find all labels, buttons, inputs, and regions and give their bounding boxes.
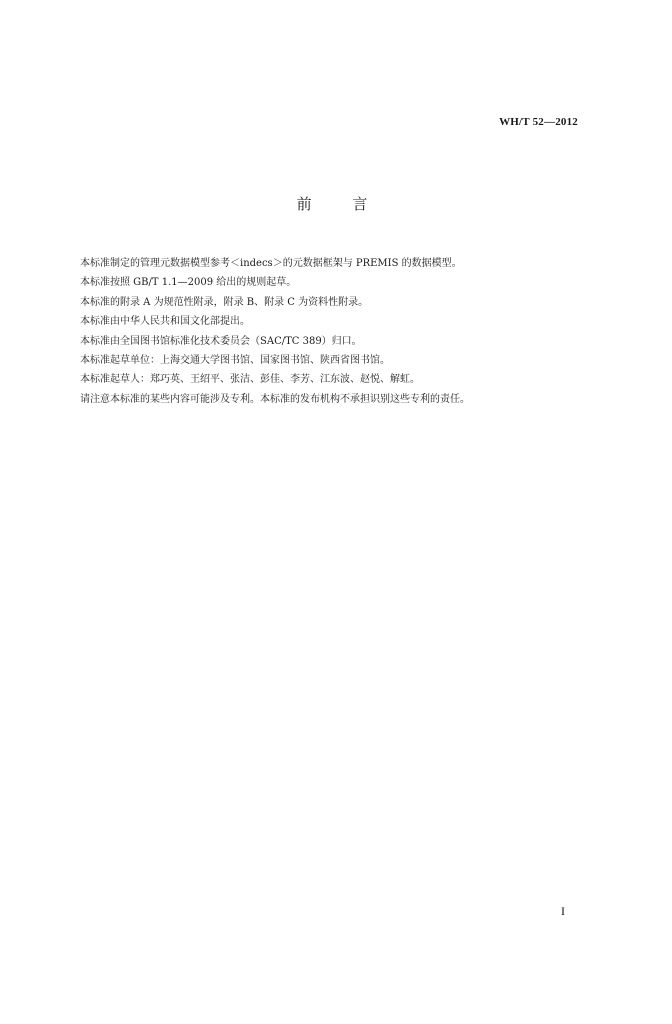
paragraph: 本标准按照 GB/T 1.1—2009 给出的规则起草。 [80,277,297,289]
paragraph: 本标准由全国图书馆标准化技术委员会（SAC/TC 389）归口。 [80,335,362,347]
standard-code: WH/T 52—2012 [499,116,578,128]
paragraph: 本标准的附录 A 为规范性附录，附录 B、附录 C 为资料性附录。 [80,296,369,308]
page-number: I [561,904,565,918]
paragraph: 本标准起草单位：上海交通大学图书馆、国家图书馆、陕西省图书馆。 [80,355,390,367]
paragraph: 请注意本标准的某些内容可能涉及专利。本标准的发布机构不承担识别这些专利的责任。 [80,393,470,405]
paragraph: 本标准起草人：郑巧英、王绍平、张洁、彭佳、李芳、江东波、赵悦、解虹。 [80,374,420,386]
paragraph: 本标准由中华人民共和国文化部提出。 [80,316,250,328]
paragraph: 本标准制定的管理元数据模型参考＜indecs＞的元数据框架与 PREMIS 的数据模型。 [80,258,462,269]
foreword-body [80,254,600,409]
page-title: 前 言 [296,195,386,213]
